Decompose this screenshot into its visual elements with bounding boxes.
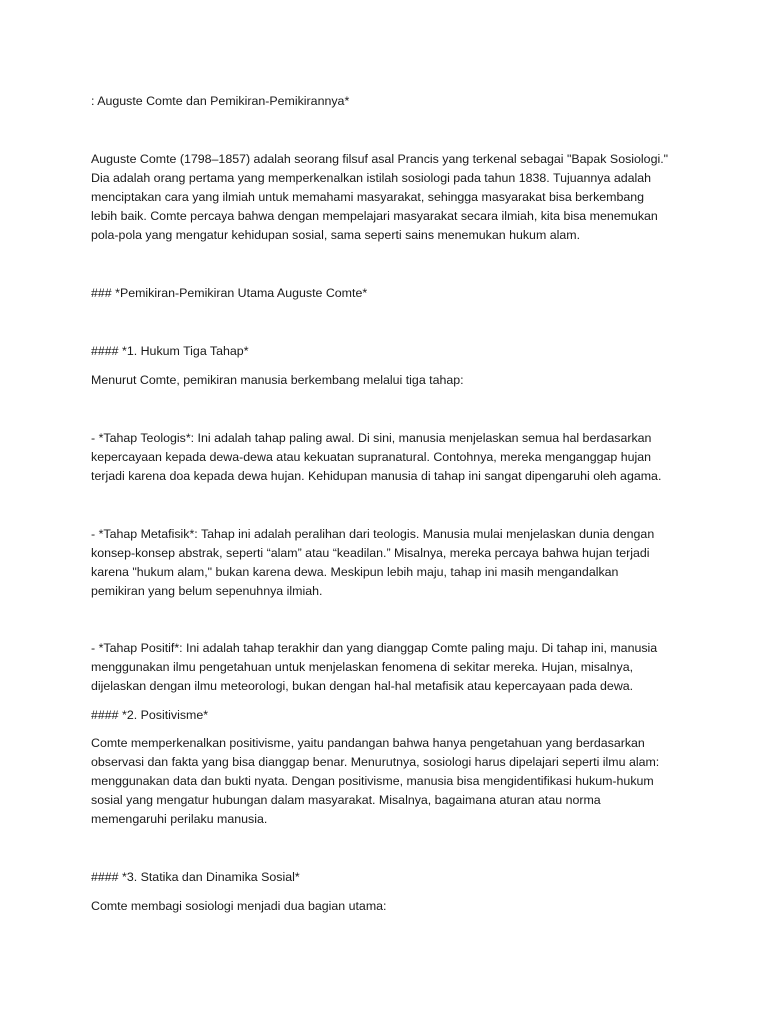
paragraph-line: Menurut Comte, pemikiran manusia berkembang melalui tiga tahap: bbox=[91, 373, 464, 387]
paragraph-line: observasi dan fakta yang bisa dianggap benar. Menurutnya, sosiologi harus dipelajari seperti ilmu alam: bbox=[91, 755, 660, 769]
list-item-line: konsep-konsep abstrak, seperti “alam” atau “keadilan.” Misalnya, mereka percaya bahwa hujan terjadi bbox=[91, 546, 650, 560]
doc-title: : Auguste Comte dan Pemikiran-Pemikirannya* bbox=[91, 94, 350, 108]
list-item-line: kepercayaan kepada dewa-dewa atau kekuatan supranatural. Contohnya, mereka menganggap hujan bbox=[91, 450, 652, 464]
paragraph-line: Comte memperkenalkan positivisme, yaitu pandangan bahwa hanya pengetahuan yang berdasarkan bbox=[91, 736, 645, 750]
list-item-line: - *Tahap Teologis*: Ini adalah tahap paling awal. Di sini, manusia menjelaskan semua hal berdasarkan bbox=[91, 431, 652, 445]
list-item-line: menggunakan ilmu pengetahuan untuk menjelaskan fenomena di sekitar mereka. Hujan, misalnya, bbox=[91, 660, 634, 674]
section-heading: ### *Pemikiran-Pemikiran Utama Auguste Comte* bbox=[91, 286, 368, 300]
list-item-line: dijelaskan dengan ilmu meteorologi, bukan dengan hal-hal metafisik atau kepercayaan pada dewa. bbox=[91, 679, 634, 693]
document-page bbox=[91, 0, 681, 1024]
paragraph-line: Auguste Comte (1798–1857) adalah seorang filsuf asal Prancis yang terkenal sebagai "Bapak Sosiologi." bbox=[91, 152, 669, 166]
list-item-line: karena "hukum alam," bukan karena dewa. Meskipun lebih maju, tahap ini masih mengandalkan bbox=[91, 565, 619, 579]
subsection-heading: #### *3. Statika dan Dinamika Sosial* bbox=[91, 870, 300, 884]
list-item-line: pemikiran yang belum sepenuhnya ilmiah. bbox=[91, 584, 323, 598]
paragraph-line: sosial yang mengatur hubungan dalam masyarakat. Misalnya, bagaimana aturan atau norma bbox=[91, 793, 601, 807]
subsection-heading: #### *1. Hukum Tiga Tahap* bbox=[91, 344, 249, 358]
list-item-line: - *Tahap Positif*: Ini adalah tahap terakhir dan yang dianggap Comte paling maju. Di tahap ini, manusia bbox=[91, 641, 658, 655]
paragraph-line: menggunakan data dan bukti nyata. Dengan positivisme, manusia bisa mengidentifikasi hukum-hukum bbox=[91, 774, 654, 788]
paragraph-line: lebih baik. Comte percaya bahwa dengan mempelajari masyarakat secara ilmiah, kita bisa menemukan bbox=[91, 209, 658, 223]
paragraph-line: memengaruhi perilaku manusia. bbox=[91, 812, 268, 826]
paragraph-line: menciptakan cara yang ilmiah untuk memahami masyarakat, sehingga masyarakat bisa berkembang bbox=[91, 190, 645, 204]
paragraph-line: pola-pola yang mengatur kehidupan sosial, sama seperti sains menemukan hukum alam. bbox=[91, 228, 581, 242]
subsection-heading: #### *2. Positivisme* bbox=[91, 708, 209, 722]
list-item-line: terjadi karena doa kepada dewa hujan. Kehidupan manusia di tahap ini sangat dipengaruhi oleh agama. bbox=[91, 469, 662, 483]
paragraph-line: Comte membagi sosiologi menjadi dua bagian utama: bbox=[91, 899, 387, 913]
paragraph-line: Dia adalah orang pertama yang memperkenalkan istilah sosiologi pada tahun 1838. Tujuannya adalah bbox=[91, 171, 652, 185]
list-item-line: - *Tahap Metafisik*: Tahap ini adalah peralihan dari teologis. Manusia mulai menjelaskan dunia dengan bbox=[91, 527, 655, 541]
